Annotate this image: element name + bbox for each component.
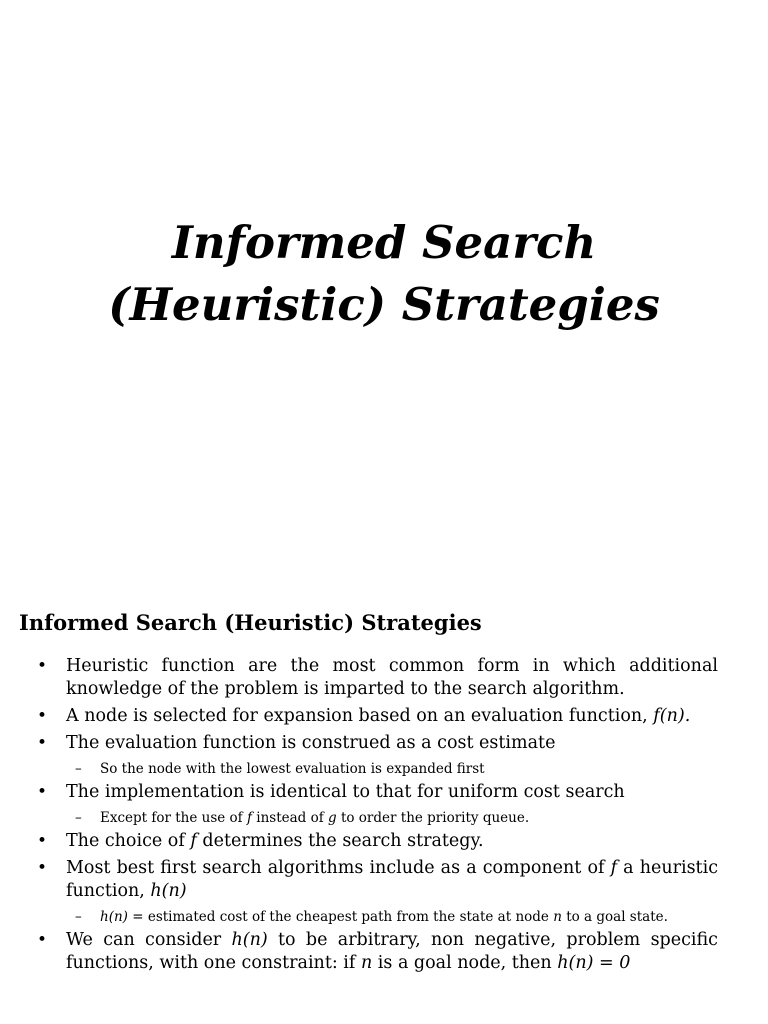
sub-bullet-item (0, 758, 768, 780)
bullet-text: Most best first search algorithms include as a component of (66, 858, 611, 878)
bullet-text: = (593, 953, 620, 973)
dash-icon: – (75, 909, 82, 925)
dash-icon: – (75, 761, 82, 777)
sub-bullet-text: to order the priority queue. (336, 810, 530, 826)
math-term: 0 (619, 953, 631, 973)
bullet-icon: • (37, 930, 48, 950)
bullet-item (0, 655, 768, 701)
bullet-text: a heuristic function, (66, 858, 718, 901)
math-term: n (553, 909, 562, 925)
sub-bullet-text: So the node with the lowest evaluation is expanded first (100, 761, 485, 777)
math-term: n (360, 953, 373, 973)
bullet-text: determines the search strategy. (196, 831, 484, 851)
math-term: f (190, 831, 197, 851)
slide-title-line-2: (Heuristic) Strategies (108, 278, 660, 331)
sub-bullet-text: to a goal state. (561, 909, 668, 925)
bullet-icon: • (37, 656, 48, 676)
sub-bullet-text: Except for the use of (100, 810, 247, 826)
bullet-text: The implementation is identical to that for uniform cost search (66, 782, 625, 802)
dash-icon: – (75, 810, 82, 826)
slide-title-line-1: Informed Search (171, 216, 597, 269)
bullet-item (0, 781, 768, 804)
bullet-text: The evaluation function is construed as a cost estimate (66, 733, 556, 753)
bullet-item (0, 929, 768, 975)
bullet-icon: • (37, 782, 48, 802)
math-term: f (610, 858, 618, 878)
math-term: h(n) (100, 909, 128, 925)
bullet-list (0, 655, 768, 979)
bullet-icon: • (37, 858, 48, 878)
bullet-text: Heuristic function are the most common form in which additional knowledge of the problem is imparted to the search algorithm. (66, 656, 718, 699)
section-heading: Informed Search (Heuristic) Strategies (19, 610, 482, 635)
bullet-item (0, 732, 768, 755)
slide-title (0, 212, 768, 336)
bullet-text: We can consider (66, 930, 232, 950)
math-term: h(n) (150, 881, 187, 901)
math-term: h(n) (557, 953, 594, 973)
math-term: h(n) (231, 930, 268, 950)
sub-bullet-item (0, 807, 768, 829)
bullet-icon: • (37, 706, 48, 726)
math-term: f(n). (653, 706, 691, 726)
bullet-text: A node is selected for expansion based on an evaluation function, (66, 706, 648, 726)
content-slide (0, 600, 768, 1024)
sub-bullet-text: instead of (251, 810, 329, 826)
bullet-item (0, 830, 768, 853)
sub-bullet-text: = estimated cost of the cheapest path from the state at node (127, 909, 554, 925)
bullet-text: is a goal node, then (372, 953, 558, 973)
bullet-text: to be arbitrary, non negative, problem specific functions, with one constraint: if (66, 930, 718, 973)
bullet-icon: • (37, 831, 48, 851)
math-term: g (328, 810, 337, 826)
bullet-item (0, 857, 768, 903)
bullet-item (0, 705, 768, 728)
bullet-icon: • (37, 733, 48, 753)
bullet-text: The choice of (66, 831, 191, 851)
math-term: f (246, 810, 252, 826)
sub-bullet-item (0, 906, 768, 928)
